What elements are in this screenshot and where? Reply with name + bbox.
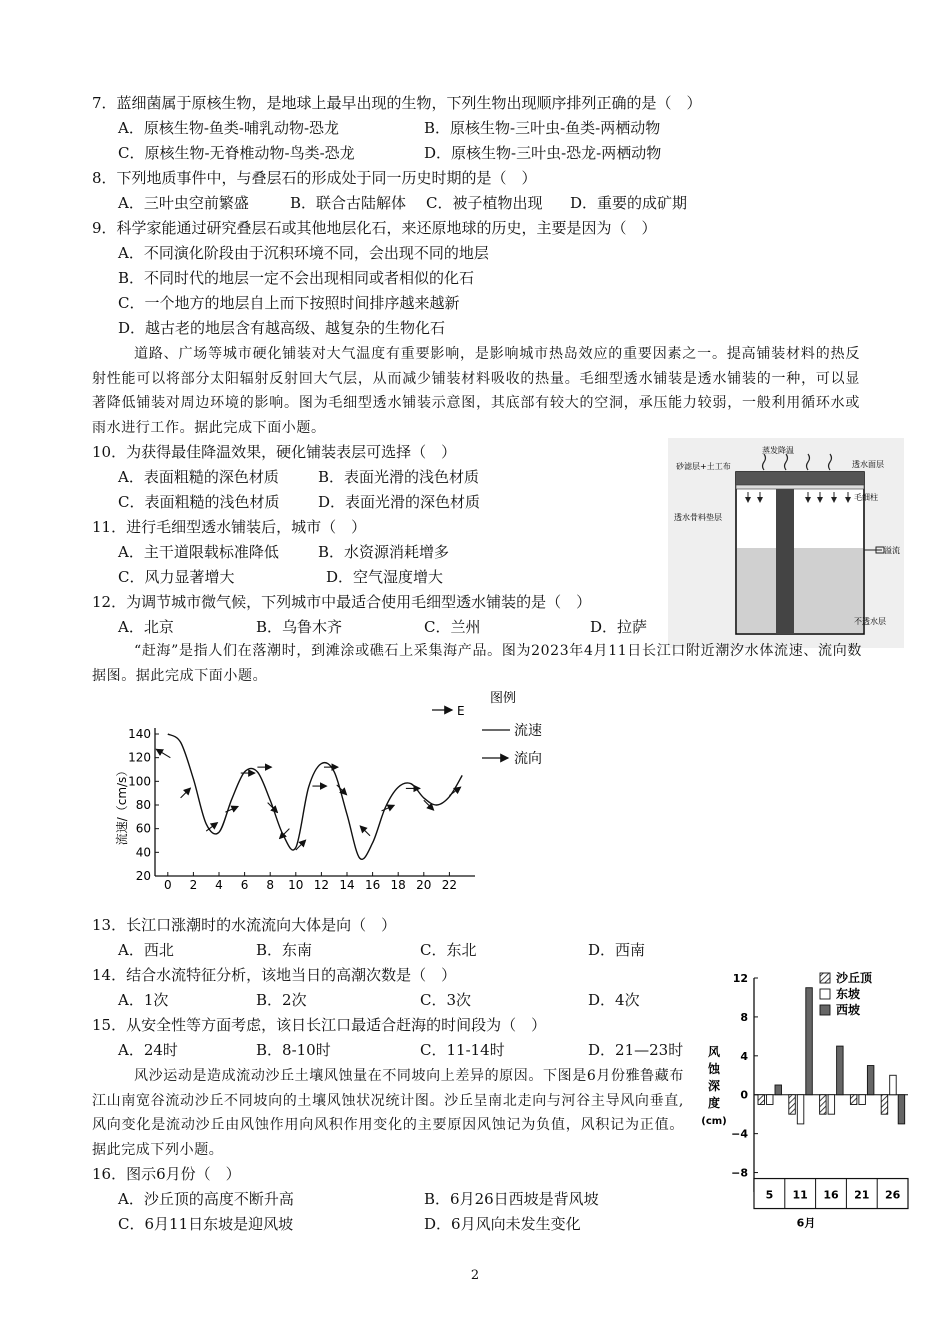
x-tick-label: 18 xyxy=(390,878,406,892)
x-tick-label: 0 xyxy=(163,878,172,892)
x-tick-label: 16 xyxy=(364,878,381,892)
q11-option-c: C．风力显著增大 xyxy=(118,568,235,586)
q14-option-d: D．4次 xyxy=(588,991,640,1009)
q16-option-b: B．6月26日西坡是背风坡 xyxy=(424,1190,599,1208)
category-label: 16 xyxy=(823,1188,839,1202)
q9-stem: 9．科学家能通过研究叠层石或其他地层化石，来还原地球的历史，主要是因为（ ） xyxy=(92,219,657,237)
x-tick-label: 8 xyxy=(266,878,275,892)
flow-direction-arrow xyxy=(181,788,191,798)
legend-title: 图例 xyxy=(490,691,517,706)
q9-option-c: C．一个地方的地层自上而下按照时间排序越来越新 xyxy=(118,294,460,312)
bar-dune-top xyxy=(820,1095,827,1114)
flow-direction-arrow xyxy=(382,805,395,811)
bar-dune-top xyxy=(881,1095,888,1114)
passage-paving: 道路、广场等城市硬化铺装对大气温度有重要影响，是影响城市热岛效应的重要因素之一。提高铺装材料的热反射性能可以将部分太阳辐射反射回大气层，从而减少铺装材料吸收的热量。毛细型透水铺装是透水铺装的一种，可以显著降低铺装对周边环境的影响。图为毛细型透水铺装示意图，其底部有较大的空洞，承压能力较弱，一般利用循环水或雨水进行工作。据此完成下面小题。 xyxy=(92,346,860,436)
q16-stem: 16．图示6月份（ ） xyxy=(92,1165,241,1183)
surface-layer xyxy=(736,472,864,485)
flow-direction-arrow xyxy=(156,749,170,757)
q9-option-a: A．不同演化阶段由于沉积环境不同，会出现不同的地层 xyxy=(118,244,489,262)
y-tick-label: 4 xyxy=(740,1049,748,1063)
label-surface: 透水面层 xyxy=(852,460,884,469)
y-tick-label: 60 xyxy=(135,821,151,836)
legend-label: 沙丘顶 xyxy=(836,971,873,985)
q7-option-d: D．原核生物-三叶虫-恐龙-两栖动物 xyxy=(424,144,662,162)
x-tick-label: 20 xyxy=(416,878,432,892)
q14-stem: 14．结合水流特征分析，该地当日的高潮次数是（ ） xyxy=(92,966,457,984)
q13-option-d: D．西南 xyxy=(588,941,646,959)
q10-option-c: C．表面粗糙的浅色材质 xyxy=(118,493,280,511)
q10-option-a: A．表面粗糙的深色材质 xyxy=(118,468,279,486)
flow-speed-line xyxy=(168,734,462,859)
water-layer xyxy=(737,548,863,633)
category-label: 26 xyxy=(884,1188,901,1202)
q8-option-b: B．联合古陆解体 xyxy=(290,194,407,212)
q12-option-c: C．兰州 xyxy=(424,618,481,636)
legend-label: 西坡 xyxy=(836,1003,861,1017)
q15-option-b: B．8-10时 xyxy=(256,1041,331,1059)
q8-stem: 8．下列地质事件中，与叠层石的形成处于同一历史时期的是（ ） xyxy=(92,169,537,187)
q15-option-c: C．11-14时 xyxy=(420,1041,505,1059)
category-label: 5 xyxy=(765,1188,774,1202)
bar-dune-top xyxy=(789,1095,796,1114)
q9-option-d: D．越古老的地层含有越高级、越复杂的生物化石 xyxy=(118,319,446,337)
q15-option-d: D．21—23时 xyxy=(588,1041,684,1059)
y-tick-label: 40 xyxy=(135,845,151,860)
y-axis-label-char: 蚀 xyxy=(707,1062,721,1076)
label-base: 透水骨料垫层 xyxy=(674,513,722,522)
q13-option-a: A．西北 xyxy=(118,941,174,959)
flow-direction-arrow xyxy=(360,826,370,836)
q15-option-a: A．24时 xyxy=(118,1041,178,1059)
q9-option-b: B．不同时代的地层一定不会出现相同或者相似的化石 xyxy=(118,269,475,287)
page-number: 2 xyxy=(470,1268,480,1283)
q13-stem: 13．长江口涨潮时的水流流向大体是向（ ） xyxy=(92,916,397,934)
y-axis-label: 流速/（cm/s） xyxy=(115,764,129,846)
wind-erosion-chart xyxy=(696,964,916,1230)
y-tick-label: 20 xyxy=(135,869,151,883)
q14-option-c: C．3次 xyxy=(420,991,472,1009)
bar-west-slope xyxy=(867,1066,874,1095)
x-tick-label: 4 xyxy=(215,878,223,892)
y-tick-label: 140 xyxy=(128,727,151,741)
capillary-column xyxy=(776,489,794,634)
bar-dune-top xyxy=(850,1095,857,1105)
bar-west-slope xyxy=(806,988,813,1095)
q7-option-b: B．原核生物-三叶虫-鱼类-两栖动物 xyxy=(424,119,661,137)
legend-swatch xyxy=(820,1005,830,1015)
q8-option-a: A．三叶虫空前繁盛 xyxy=(118,194,249,212)
q14-option-a: A．1次 xyxy=(118,991,169,1009)
y-tick-label: 0 xyxy=(740,1088,748,1102)
q7-stem: 7．蓝细菌属于原核生物，是地球上最早出现的生物，下列生物出现顺序排列正确的是（ ） xyxy=(92,94,702,112)
x-tick-label: 14 xyxy=(339,878,355,892)
legend-dir-label: 流向 xyxy=(514,751,542,767)
q12-option-d: D．拉萨 xyxy=(590,618,648,636)
x-tick-label: 10 xyxy=(288,878,304,892)
q7-option-c: C．原核生物-无脊椎动物-鸟类-恐龙 xyxy=(118,144,355,162)
q13-option-c: C．东北 xyxy=(420,941,477,959)
bar-east-slope xyxy=(797,1095,804,1124)
legend-e-label: E xyxy=(457,704,465,718)
q11-stem: 11．进行毛细型透水铺装后，城市（ ） xyxy=(92,518,367,536)
bar-east-slope xyxy=(890,1075,897,1094)
y-tick-label: 80 xyxy=(135,798,151,812)
q12-stem: 12．为调节城市微气候，下列城市中最适合使用毛细型透水铺装的是（ ） xyxy=(92,593,592,611)
legend-swatch xyxy=(820,989,830,999)
passage-dune: 风沙运动是造成流动沙丘土壤风蚀量在不同坡向上差异的原因。下图是6月份雅鲁藏布江山南宽谷流动沙丘不同坡向的土壤风蚀状况统计图。沙丘呈南北走向与河谷主导风向垂直,风向变化是流动沙丘由风蚀作用向风积作用变化的主要原因风蚀记为负值，风积记为正值。据此完成下列小题。 xyxy=(92,1068,684,1158)
q15-stem: 15．从安全性等方面考虑，该日长江口最适合赶海的时间段为（ ） xyxy=(92,1016,547,1034)
category-label: 11 xyxy=(792,1188,808,1202)
y-axis-label-char: 度 xyxy=(707,1096,721,1110)
y-axis-label-unit: (cm) xyxy=(701,1116,727,1127)
label-evap: 蒸发降温 xyxy=(762,446,794,455)
q16-option-c: C．6月11日东坡是迎风坡 xyxy=(118,1215,294,1233)
bar-west-slope xyxy=(775,1085,782,1095)
q14-option-b: B．2次 xyxy=(256,991,307,1009)
category-label: 21 xyxy=(854,1188,870,1202)
y-tick-label: −8 xyxy=(731,1166,748,1180)
q16-option-d: D．6月风向未发生变化 xyxy=(424,1215,581,1233)
bar-east-slope xyxy=(828,1095,835,1114)
q8-option-c: C．被子植物出现 xyxy=(426,194,543,212)
y-tick-label: 120 xyxy=(128,750,151,765)
label-capillary: 毛细柱 xyxy=(854,493,878,502)
q8-option-d: D．重要的成矿期 xyxy=(570,194,688,212)
bar-east-slope xyxy=(859,1095,866,1105)
q11-option-a: A．主干道限载标准降低 xyxy=(118,543,279,561)
q7-option-a: A．原核生物-鱼类-哺乳动物-恐龙 xyxy=(118,119,340,137)
legend-swatch xyxy=(820,973,830,983)
bar-west-slope xyxy=(837,1046,844,1095)
q13-option-b: B．东南 xyxy=(256,941,313,959)
q10-option-d: D．表面光滑的深色材质 xyxy=(318,493,481,511)
y-tick-label: 12 xyxy=(732,972,748,985)
y-axis-label-char: 深 xyxy=(707,1079,721,1093)
paving-diagram xyxy=(668,438,904,648)
q12-option-a: A．北京 xyxy=(118,618,174,636)
q11-option-d: D．空气湿度增大 xyxy=(326,568,444,586)
x-tick-label: 6 xyxy=(240,878,249,892)
y-tick-label: 100 xyxy=(128,774,151,789)
q10-option-b: B．表面光滑的浅色材质 xyxy=(318,468,480,486)
label-overflow: 溢流 xyxy=(884,546,900,555)
label-impermeable: 不透水层 xyxy=(854,617,886,626)
flow-direction-arrow xyxy=(268,803,278,813)
q10-stem: 10．为获得最佳降温效果，硬化铺装表层可选择（ ） xyxy=(92,443,457,461)
x-tick-label: 2 xyxy=(189,878,198,892)
q16-option-a: A．沙丘顶的高度不断升高 xyxy=(118,1190,294,1208)
label-filter: 砂滤层+土工布 xyxy=(676,462,731,471)
flow-direction-arrow xyxy=(225,807,238,813)
x-tick-label: 22 xyxy=(441,878,458,892)
q11-option-b: B．水资源消耗增多 xyxy=(318,543,450,561)
passage-tide: “赶海”是指人们在落潮时，到滩涂或礁石上采集海产品。图为2023年4月11日长江口附近潮汐水体流速、流向数据图。据此完成下面小题。 xyxy=(92,643,862,684)
y-tick-label: 8 xyxy=(740,1010,748,1024)
legend-label: 东坡 xyxy=(836,987,861,1001)
q12-option-b: B．乌鲁木齐 xyxy=(256,618,343,636)
tide-chart xyxy=(110,686,570,890)
bar-west-slope xyxy=(898,1095,905,1124)
y-axis-label-char: 风 xyxy=(707,1045,721,1059)
bar-dune-top xyxy=(758,1095,765,1105)
y-tick-label: −4 xyxy=(731,1127,748,1141)
x-axis-label: 6月 xyxy=(796,1216,816,1230)
x-tick-label: 12 xyxy=(313,878,330,892)
bar-east-slope xyxy=(767,1095,774,1105)
legend-speed-label: 流速 xyxy=(514,723,542,739)
